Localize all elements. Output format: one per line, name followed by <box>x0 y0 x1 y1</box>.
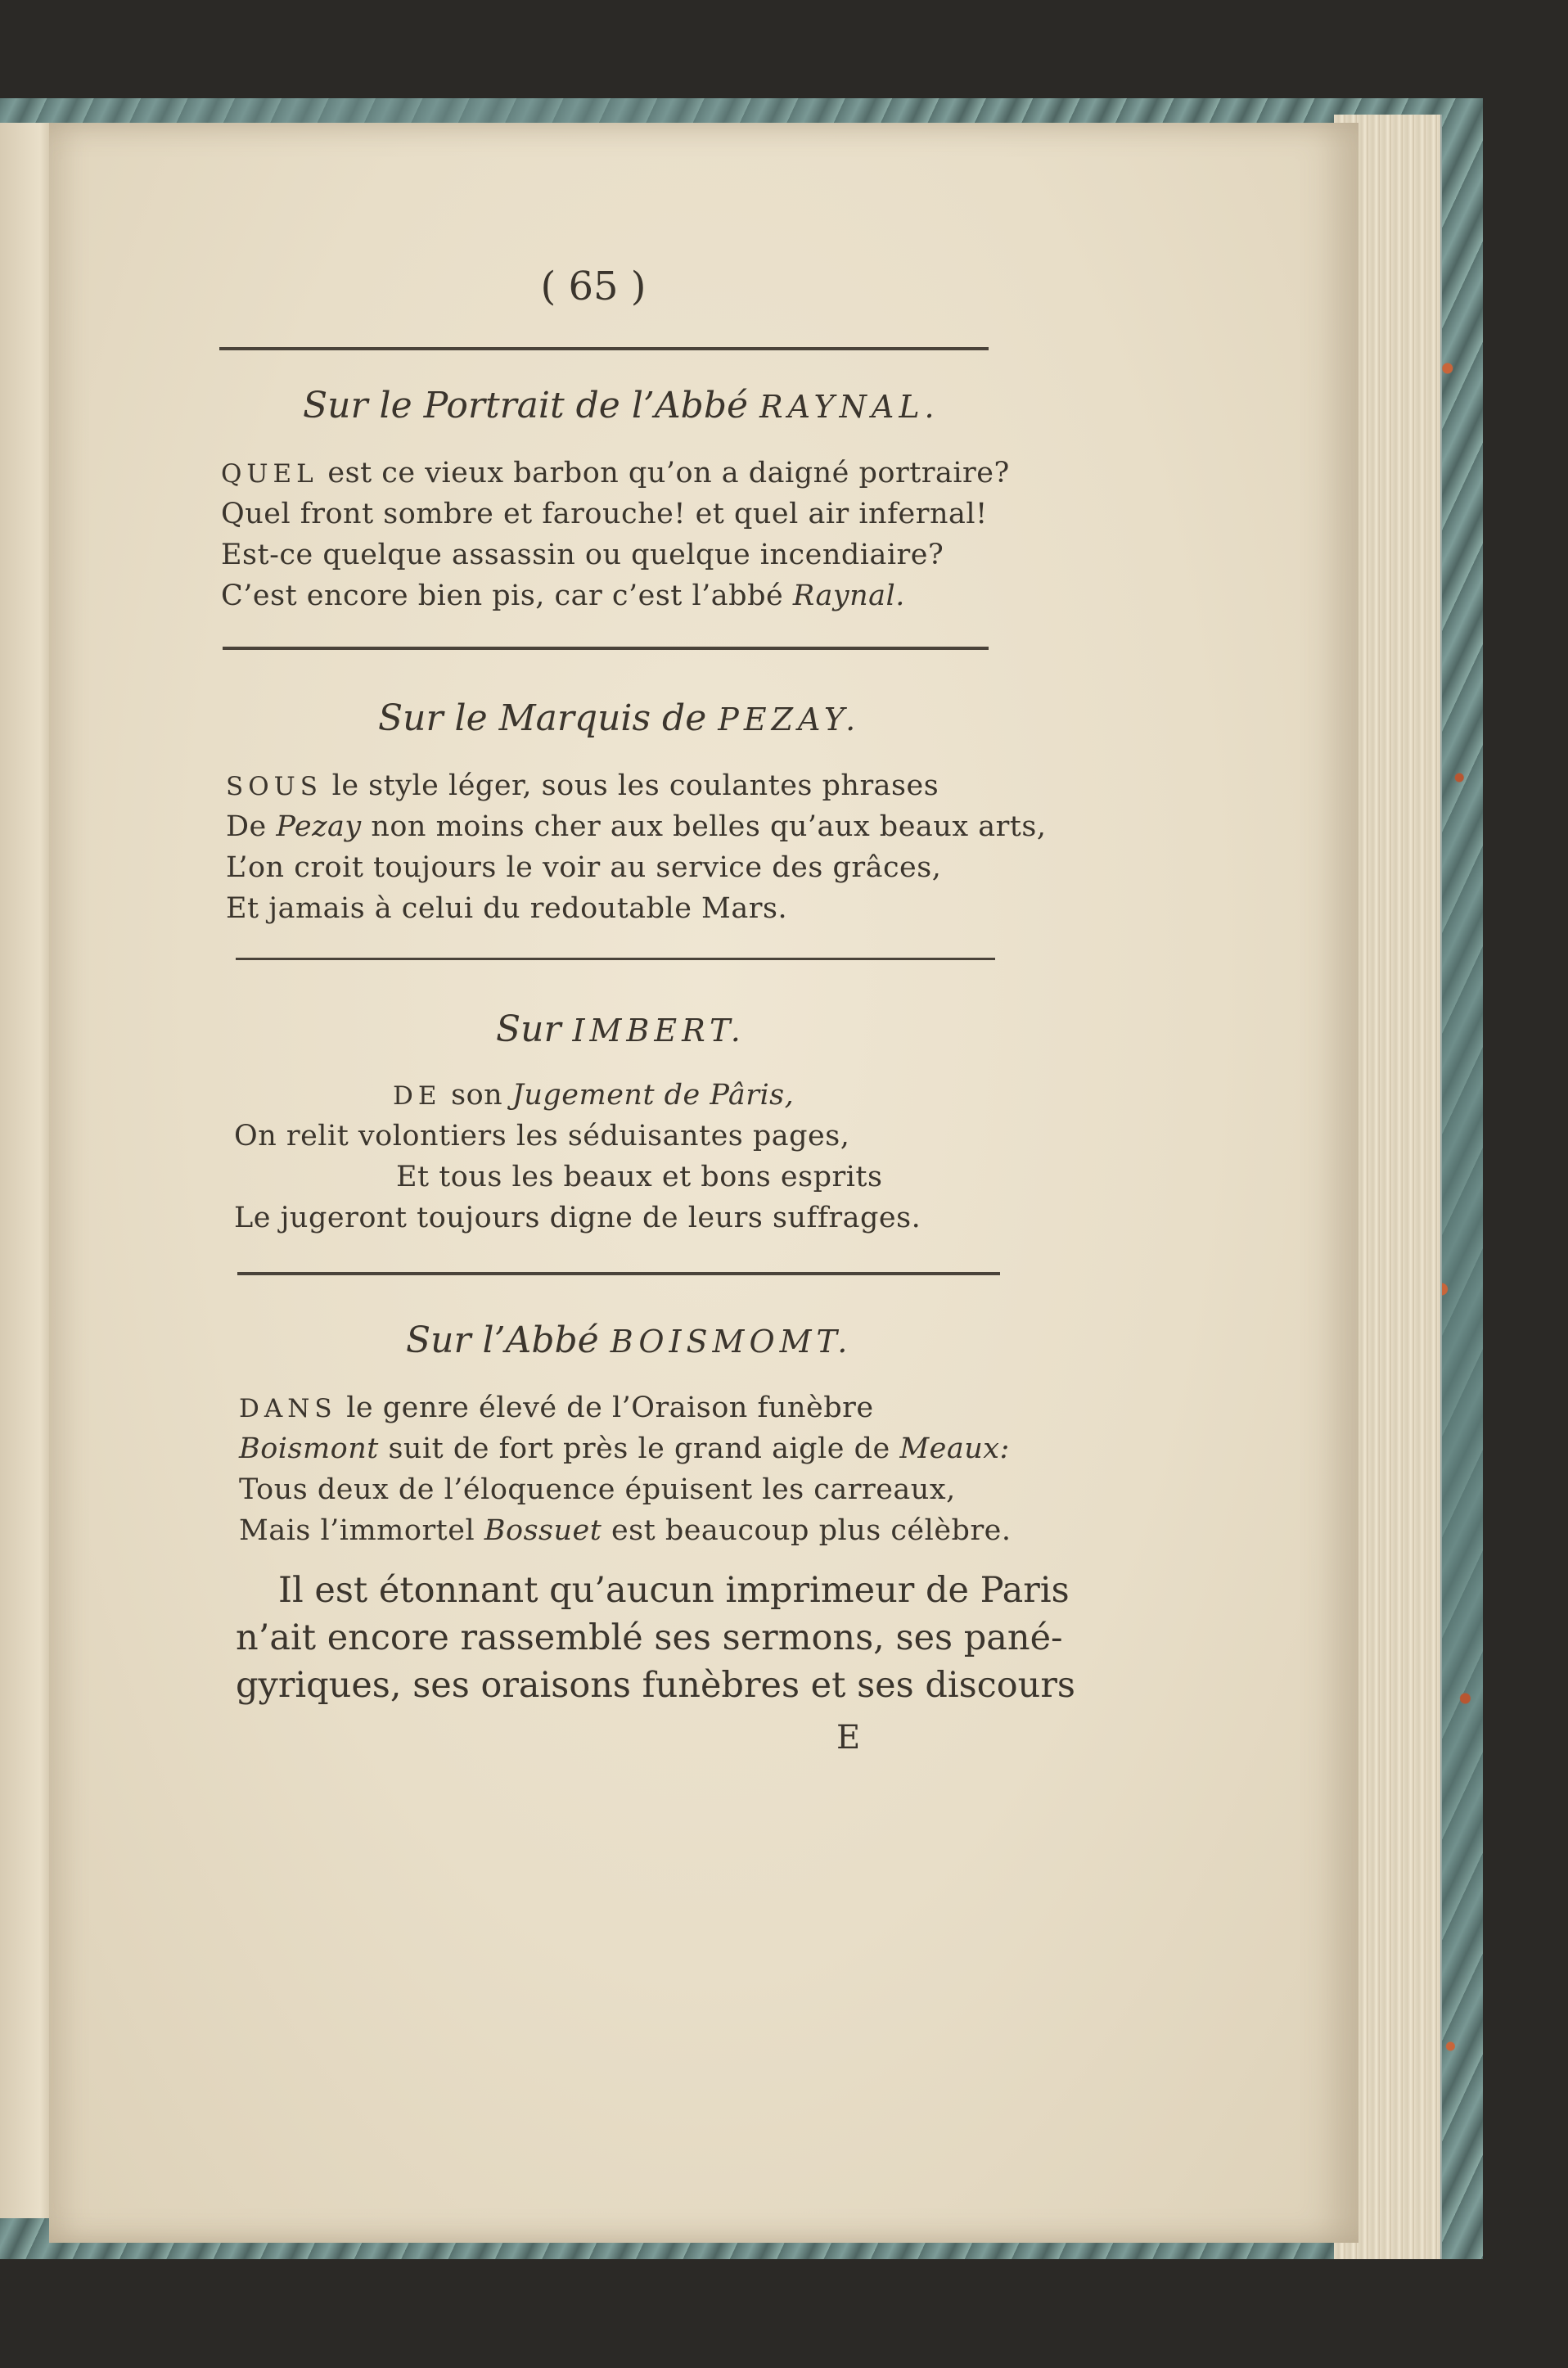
page-number: ( 65 ) <box>540 264 647 309</box>
section-rule <box>237 1272 1000 1275</box>
verse-text: est ce vieux barbon qu’on a daigné portraire? <box>318 457 1010 489</box>
verse-text: non moins cher aux belles qu’aux beaux arts, <box>361 810 1047 843</box>
section-heading <box>496 1008 746 1050</box>
verse-text: suit de fort près le grand aigle de <box>378 1432 900 1465</box>
verse-italic: Bossuet <box>484 1514 602 1547</box>
verse-lead: QUEL <box>221 459 318 489</box>
signature-mark: E <box>836 1719 861 1757</box>
heading-prefix: Sur le Portrait de l’Abbé <box>303 385 749 426</box>
verse-text: L’on croit toujours le voir au service des grâces, <box>226 851 942 884</box>
verse-text: On relit volontiers les séduisantes pages, <box>234 1120 850 1152</box>
verse-line <box>239 1473 956 1506</box>
verse-text: Et jamais à celui du redoutable Mars. <box>226 892 788 925</box>
verse-text: Et tous les beaux et bons esprits <box>396 1161 883 1193</box>
verse-text: Mais l’immortel <box>239 1514 484 1547</box>
verse-line <box>239 1432 1010 1465</box>
verse-text: le genre élevé de l’Oraison funèbre <box>336 1391 874 1424</box>
section-heading <box>303 385 939 426</box>
section-rule <box>223 647 989 650</box>
verse-lead: DE <box>393 1081 442 1111</box>
verse-text: Est-ce quelque assassin ou quelque incendiaire? <box>221 539 944 571</box>
verse-line <box>221 498 988 530</box>
heading-prefix: Sur l’Abbé <box>406 1319 599 1361</box>
verse-line <box>239 1514 1012 1547</box>
section-rule <box>219 347 989 350</box>
verse-line <box>234 1120 849 1152</box>
heading-name: PEZAY. <box>718 701 861 737</box>
verse-italic: Jugement de Pâris, <box>511 1079 795 1112</box>
verse-italic: Meaux: <box>899 1432 1010 1465</box>
verse-line <box>221 580 905 612</box>
verse-text: Tous deux de l’éloquence épuisent les carreaux, <box>239 1473 956 1506</box>
verse-lead: DANS <box>239 1394 337 1423</box>
heading-name: BOISMOMT. <box>610 1324 853 1360</box>
section-heading <box>406 1319 852 1361</box>
verse-text: C’est encore bien pis, car c’est l’abbé <box>221 580 793 612</box>
verse-text: est beaucoup plus célèbre. <box>602 1514 1012 1547</box>
verse-line <box>226 851 941 884</box>
verse-italic: Raynal. <box>792 580 905 612</box>
verse-line <box>226 892 787 925</box>
section-rule <box>236 958 995 960</box>
verse-line <box>221 457 1010 489</box>
verse-italic: Pezay <box>276 810 362 843</box>
heading-name: RAYNAL. <box>759 389 939 425</box>
verse-line <box>239 1391 874 1424</box>
verse-lead: SOUS <box>226 772 323 801</box>
verse-line <box>396 1161 882 1193</box>
verse-italic: Boismont <box>239 1432 379 1465</box>
section-heading <box>378 697 860 739</box>
verse-text: Quel front sombre et farouche! et quel air infernal! <box>221 498 988 530</box>
verse-line <box>393 1079 794 1112</box>
heading-prefix: Sur <box>496 1008 561 1050</box>
verse-line <box>226 810 1046 843</box>
verse-line <box>221 539 944 571</box>
verse-text: le style léger, sous les coulantes phrases <box>322 769 939 802</box>
heading-prefix: Sur le Marquis de <box>378 697 707 739</box>
prose-line: n’ait encore rassemblé ses sermons, ses pané- <box>236 1617 1063 1658</box>
prose-line: gyriques, ses oraisons funèbres et ses discours <box>236 1665 1075 1706</box>
verse-text: De <box>226 810 277 843</box>
verse-text: Le jugeront toujours digne de leurs suffrages. <box>234 1202 921 1234</box>
verse-line <box>226 769 939 802</box>
verse-line <box>234 1202 921 1234</box>
verse-text: son <box>441 1079 512 1112</box>
heading-name: IMBERT. <box>572 1013 746 1049</box>
prose-line: Il est étonnant qu’aucun imprimeur de Paris <box>278 1570 1070 1611</box>
